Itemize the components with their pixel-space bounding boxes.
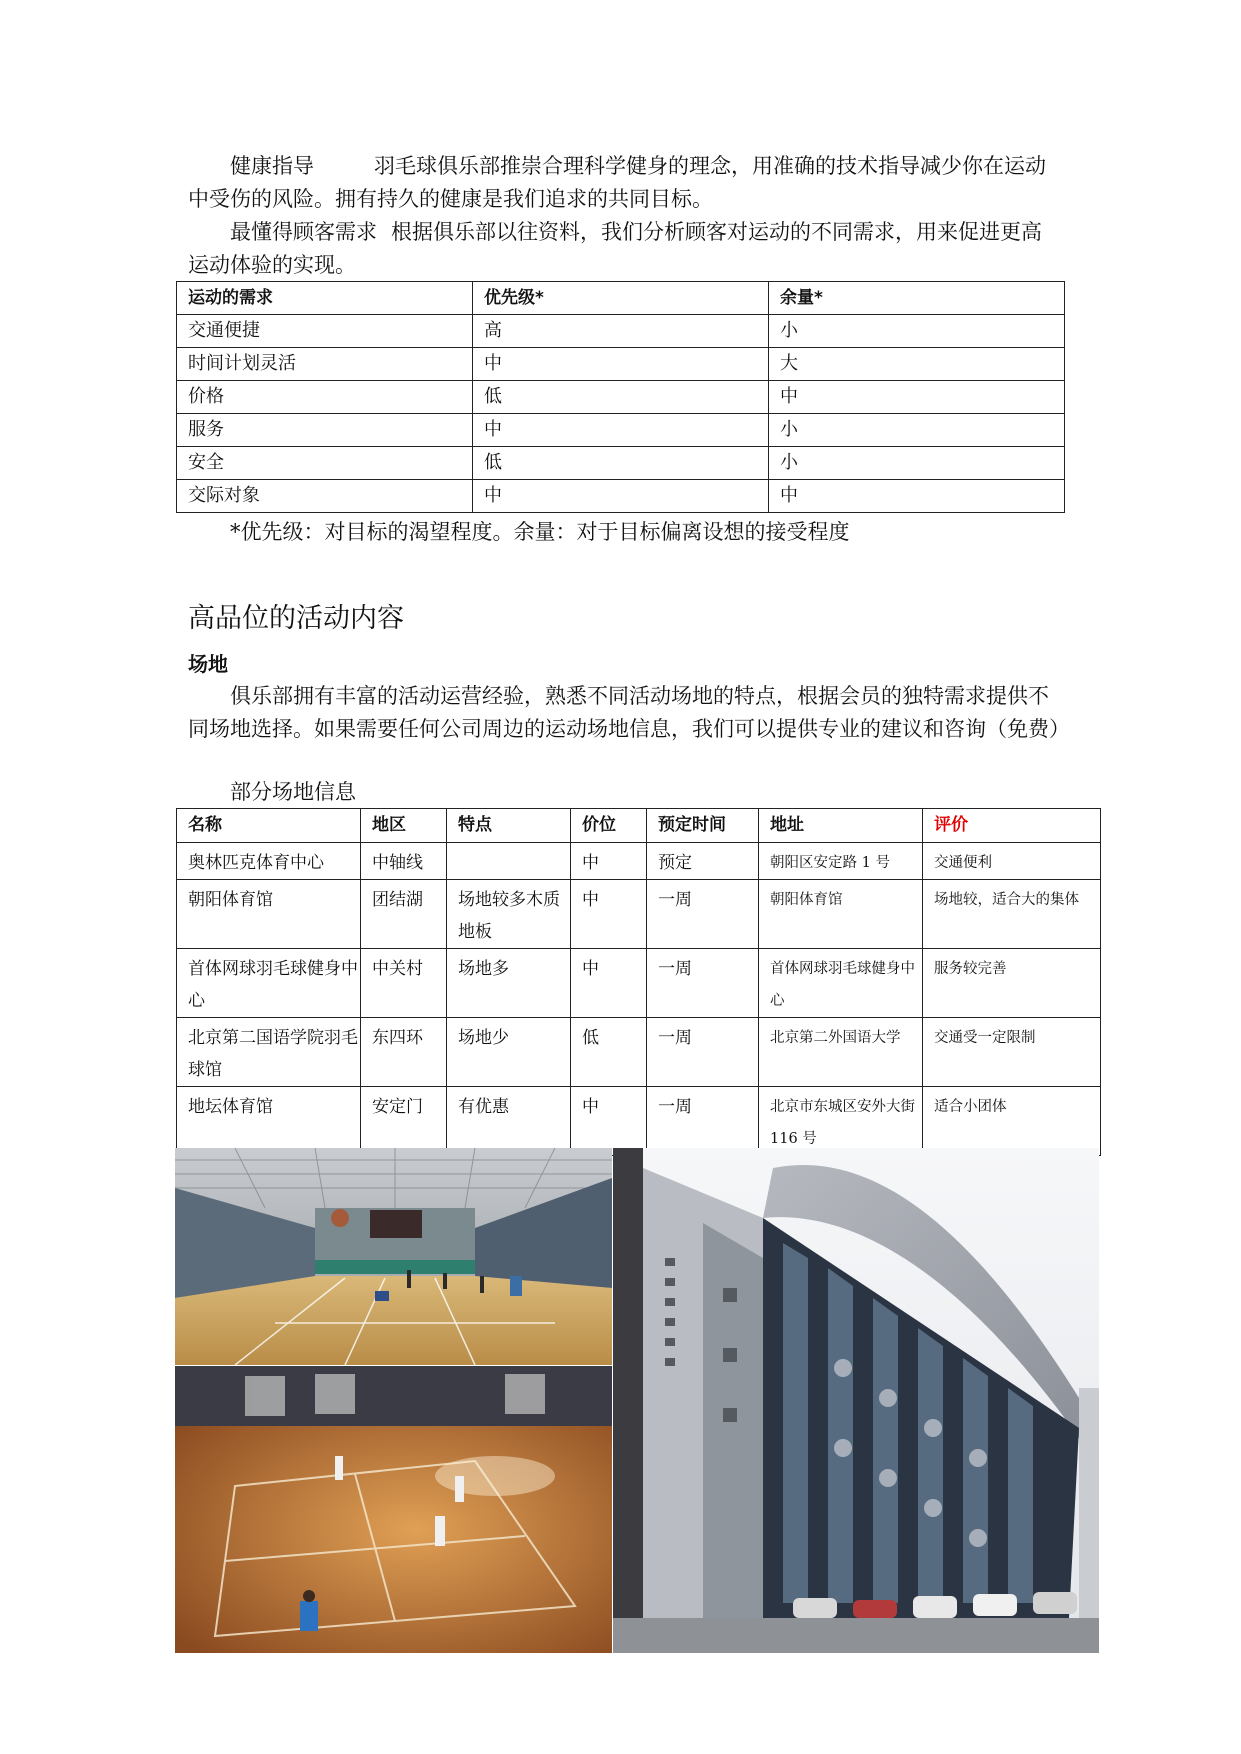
building-photo — [613, 1148, 1099, 1653]
table-cell: 低 — [473, 381, 769, 414]
venue-intro: 部分场地信息 — [230, 780, 356, 804]
table-cell: 低 — [473, 447, 769, 480]
table-cell: 价格 — [177, 381, 473, 414]
table-header-row — [177, 282, 1065, 315]
table-cell: 一周 — [647, 949, 759, 1018]
table-row — [177, 843, 1101, 880]
table-cell: 北京第二外国语大学 — [759, 1018, 923, 1087]
section-title: 高品位的活动内容 — [188, 603, 404, 634]
venue-header-booking: 预定时间 — [647, 809, 759, 843]
table-cell: 安全 — [177, 447, 473, 480]
table-cell: 中 — [769, 480, 1065, 513]
venue-header-area: 地区 — [361, 809, 447, 843]
table-cell: 北京第二国语学院羽毛球馆 — [177, 1018, 361, 1087]
table-cell: 服务较完善 — [923, 949, 1101, 1018]
table-cell: 适合小团体 — [923, 1087, 1101, 1156]
intro-label-health: 健康指导 — [230, 154, 314, 178]
table-cell: 中 — [571, 843, 647, 880]
table-cell: 朝阳体育馆 — [177, 880, 361, 949]
table-cell: 中 — [769, 381, 1065, 414]
table-row — [177, 414, 1065, 447]
table-cell: 团结湖 — [361, 880, 447, 949]
table-cell: 小 — [769, 414, 1065, 447]
table-cell: 中 — [571, 949, 647, 1018]
table-cell: 安定门 — [361, 1087, 447, 1156]
table-cell: 中 — [473, 348, 769, 381]
table-cell: 中 — [473, 480, 769, 513]
table-cell: 奥林匹克体育中心 — [177, 843, 361, 880]
table-cell: 中 — [571, 1087, 647, 1156]
table-cell: 首体网球羽毛球健身中心 — [759, 949, 923, 1018]
court-illustration — [175, 1366, 612, 1653]
arena-photo — [175, 1148, 612, 1365]
intro-text-health: 羽毛球俱乐部推崇合理科学健身的理念，用准确的技术指导减少你在运动中受伤的风险。拥有持久的健康是我们追求的共同目标。 — [188, 154, 1046, 211]
arena-illustration — [175, 1148, 612, 1365]
table-cell: 中 — [473, 414, 769, 447]
intro-paragraph-2 — [188, 216, 1060, 282]
intro-text-needs: 根据俱乐部以往资料，我们分析顾客对运动的不同需求，用来促进更高运动体验的实现。 — [188, 220, 1042, 277]
table-row — [177, 480, 1065, 513]
table-cell: 小 — [769, 447, 1065, 480]
needs-footnote: *优先级：对目标的渴望程度。余量：对于目标偏离设想的接受程度 — [230, 520, 850, 544]
table-cell: 预定 — [647, 843, 759, 880]
table-row — [177, 381, 1065, 414]
venue-header-address: 地址 — [759, 809, 923, 843]
venue-header-features: 特点 — [447, 809, 571, 843]
intro-paragraph-1 — [188, 150, 1060, 216]
table-cell: 场地较多木质地板 — [447, 880, 571, 949]
table-row — [177, 1018, 1101, 1087]
table-header-row — [177, 809, 1101, 843]
table-row — [177, 447, 1065, 480]
table-row — [177, 949, 1101, 1018]
table-cell: 小 — [769, 315, 1065, 348]
table-cell: 中 — [571, 880, 647, 949]
venue-header-price: 价位 — [571, 809, 647, 843]
table-row — [177, 1087, 1101, 1156]
table-cell: 地坛体育馆 — [177, 1087, 361, 1156]
table-cell: 场地较，适合大的集体 — [923, 880, 1101, 949]
venue-header-name: 名称 — [177, 809, 361, 843]
table-cell: 东四环 — [361, 1018, 447, 1087]
needs-header-cell: 优先级* — [473, 282, 769, 315]
table-cell: 交通便利 — [923, 843, 1101, 880]
table-cell: 一周 — [647, 1018, 759, 1087]
table-cell: 场地多 — [447, 949, 571, 1018]
table-cell: 服务 — [177, 414, 473, 447]
table-cell: 一周 — [647, 1087, 759, 1156]
table-cell: 一周 — [647, 880, 759, 949]
needs-table — [176, 281, 1065, 513]
table-row — [177, 315, 1065, 348]
table-cell: 北京市东城区安外大街 116 号 — [759, 1087, 923, 1156]
court-photo — [175, 1366, 612, 1653]
table-cell: 时间计划灵活 — [177, 348, 473, 381]
needs-header-cell: 运动的需求 — [177, 282, 473, 315]
section-subtitle: 场地 — [188, 652, 228, 676]
table-cell: 中关村 — [361, 949, 447, 1018]
venue-table — [176, 808, 1101, 1156]
section-paragraph: 俱乐部拥有丰富的活动运营经验，熟悉不同活动场地的特点，根据会员的独特需求提供不同场地选择。如果需要任何公司周边的运动场地信息，我们可以提供专业的建议和咨询（免费） — [188, 684, 1070, 741]
table-row — [177, 348, 1065, 381]
table-cell: 交际对象 — [177, 480, 473, 513]
table-cell: 首体网球羽毛球健身中心 — [177, 949, 361, 1018]
intro-label-needs: 最懂得顾客需求 — [230, 220, 377, 244]
table-cell: 高 — [473, 315, 769, 348]
building-illustration — [613, 1148, 1099, 1653]
table-cell: 交通受一定限制 — [923, 1018, 1101, 1087]
venue-header-rating: 评价 — [923, 809, 1101, 843]
table-cell: 中轴线 — [361, 843, 447, 880]
table-cell: 有优惠 — [447, 1087, 571, 1156]
table-cell: 朝阳体育馆 — [759, 880, 923, 949]
table-cell: 朝阳区安定路 1 号 — [759, 843, 923, 880]
table-cell: 低 — [571, 1018, 647, 1087]
table-cell — [447, 843, 571, 880]
table-cell: 场地少 — [447, 1018, 571, 1087]
table-row — [177, 880, 1101, 949]
table-cell: 大 — [769, 348, 1065, 381]
table-cell: 交通便捷 — [177, 315, 473, 348]
needs-header-cell: 余量* — [769, 282, 1065, 315]
